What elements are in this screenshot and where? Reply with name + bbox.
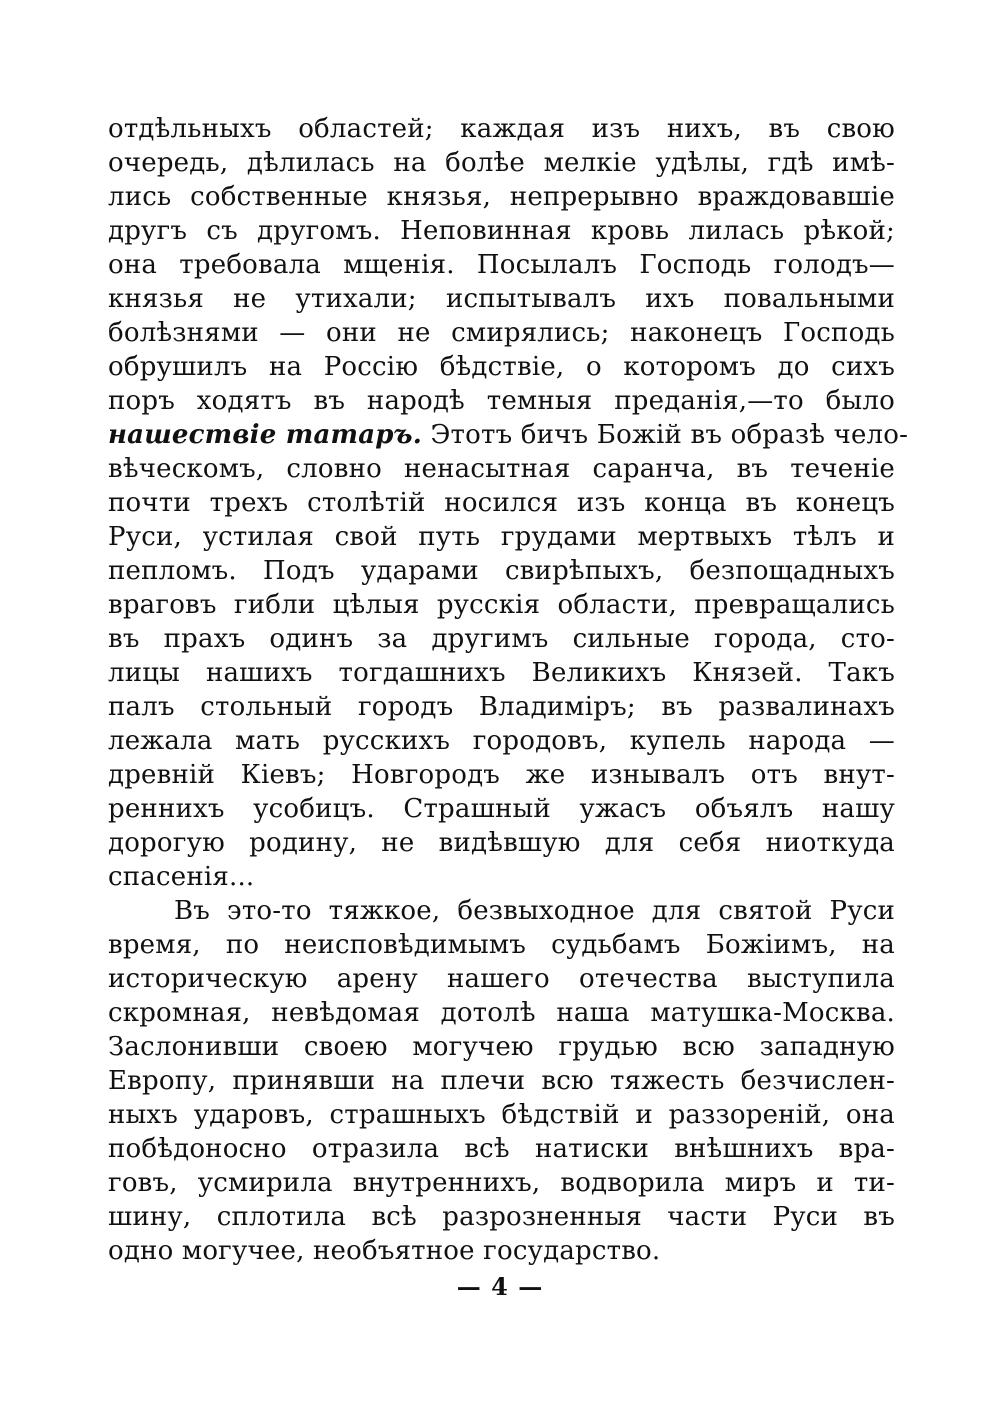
text-line: князья не утихали; испытывалъ ихъ повальными: [108, 284, 895, 314]
text-line: Европу, принявши на плечи всю тяжесть безчислен-: [108, 1066, 895, 1096]
text-line: очередь, дѣлилась на болѣе мелкіе удѣлы, гдѣ имѣ-: [108, 148, 895, 178]
text-line: реннихъ усобицъ. Страшный ужасъ объялъ нашу: [108, 794, 895, 824]
text-line: другъ съ другомъ. Неповинная кровь лилась рѣкой;: [108, 216, 895, 246]
text-line: время, по неисповѣдимымъ судьбамъ Божіимъ, на: [108, 930, 895, 960]
text-line: побѣдоносно отразила всѣ натиски внѣшнихъ вра-: [108, 1134, 895, 1164]
text-line: ныхъ ударовъ, страшныхъ бѣдствій и раззореній, она: [108, 1100, 895, 1130]
text-line: Руси, устилая свой путь грудами мертвыхъ тѣлъ и: [108, 522, 895, 552]
text-line: пепломъ. Подъ ударами свирѣпыхъ, безпощадныхъ: [108, 556, 895, 586]
text-line: лежала мать русскихъ городовъ, купель народа —: [108, 726, 895, 756]
text-line: древній Кіевъ; Новгородъ же изнывалъ отъ внут-: [108, 760, 895, 790]
body-text: [108, 112, 909, 1268]
text-line: вѣческомъ, словно ненасытная саранча, въ теченіе: [108, 454, 895, 484]
text-line: историческую арену нашего отечества выступила: [108, 964, 895, 994]
text-line: палъ стольный городъ Владиміръ; въ развалинахъ: [108, 692, 895, 722]
text-line: [108, 418, 909, 452]
text-line: поръ ходятъ въ народѣ темныя преданія,—то было: [108, 386, 895, 416]
text-line: лись собственные князья, непрерывно враждовавшіе: [108, 182, 895, 212]
paragraph-1: [108, 112, 909, 894]
text-line-rest: Этотъ бичъ Божій въ образѣ чело-: [422, 420, 909, 450]
text-line: говъ, усмирила внутреннихъ, водворила миръ и ти-: [108, 1168, 895, 1198]
text-line: скромная, невѣдомая дотолѣ наша матушка-Москва.: [108, 998, 895, 1028]
text-line: обрушилъ на Россію бѣдствіе, о которомъ до сихъ: [108, 352, 895, 382]
text-line: спасенія...: [108, 862, 255, 892]
page-number: — 4 —: [456, 1272, 544, 1301]
text-line: въ прахъ одинъ за другимъ сильные города, сто-: [108, 624, 895, 654]
text-line: Заслонивши своею могучею грудью всю западную: [108, 1032, 895, 1062]
text-line: шину, сплотила всѣ разрозненныя части Руси въ: [108, 1202, 895, 1232]
text-line: почти трехъ столѣтій носился изъ конца въ конецъ: [108, 488, 895, 518]
paragraph-2: [108, 894, 895, 1268]
emphasized-phrase: нашествіе татаръ.: [108, 420, 422, 450]
text-line: болѣзнями — они не смирялись; наконецъ Господь: [108, 318, 895, 348]
text-line: она требовала мщенія. Посылалъ Господь голодъ—: [108, 250, 895, 280]
text-line: Въ это-то тяжкое, безвыходное для святой Руси: [174, 896, 895, 926]
text-line: враговъ гибли цѣлыя русскія области, превращались: [108, 590, 895, 620]
text-line: отдѣльныхъ областей; каждая изъ нихъ, въ свою: [108, 114, 895, 144]
text-line: дорогую родину, не видѣвшую для себя ниоткуда: [108, 828, 895, 858]
text-line: лицы нашихъ тогдашнихъ Великихъ Князей. Такъ: [108, 658, 895, 688]
text-line: одно могучее, необъятное государство.: [108, 1236, 661, 1266]
